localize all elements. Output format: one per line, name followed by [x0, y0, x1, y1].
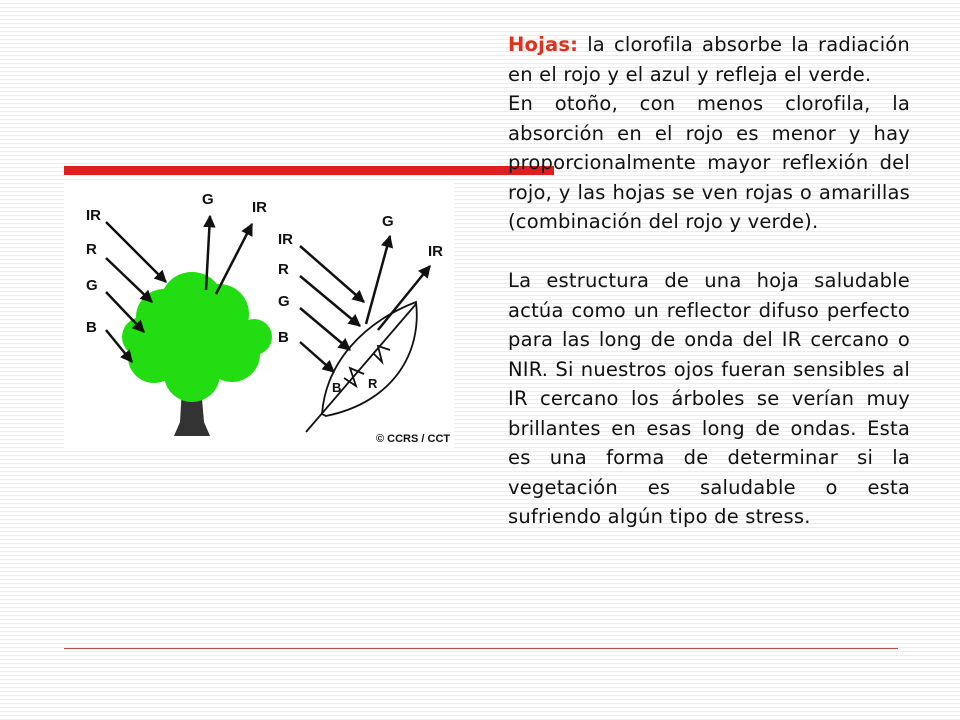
leaf-absorbed-b: B: [332, 380, 342, 395]
tree-label-b: B: [86, 319, 97, 336]
leaf-label-g-reflected: G: [382, 213, 394, 230]
footer-rule: [64, 648, 898, 649]
tree-label-r: R: [86, 241, 97, 258]
leaf-label-ir: IR: [278, 231, 293, 248]
term-hojas: Hojas:: [508, 33, 579, 56]
leaf-label-g: G: [278, 293, 290, 310]
title-accent-bar: [64, 166, 554, 175]
leaf-label-b: B: [278, 329, 289, 346]
paragraph-nir: La estructura de una hoja saludable actúa como un reflector difuso perfecto para las long de onda del IR cercano o NIR. Si nuestros ojos fueran sensibles al IR cercano los árboles se verían muy brillantes en esas long de ondas. Esta es una forma de determinar si la vegetación es saludable o esta sufriendo algún tipo de stress.: [508, 269, 910, 528]
leaf-label-ir-reflected: IR: [428, 243, 443, 260]
explanation-text: [508, 30, 910, 532]
tree-crown: [122, 272, 272, 402]
reflectance-diagram: [64, 182, 454, 450]
reflectance-figure: [64, 182, 454, 450]
tree-label-g-reflected: G: [202, 191, 214, 208]
paragraph-spacer: [508, 237, 910, 267]
tree-label-g: G: [86, 277, 98, 294]
leaf-reflected-arrows: [366, 236, 430, 330]
paragraph-autumn: En otoño, con menos clorofila, la absorción en el rojo es menor y hay proporcionalmente mayor reflexión del rojo, y las hojas se ven rojas o amarillas (combinación del rojo y verde).: [508, 92, 910, 233]
paragraph-leaves-body: la clorofila absorbe la radiación en el rojo y el azul y refleja el verde.: [508, 33, 910, 86]
tree-label-ir-reflected: IR: [252, 199, 267, 216]
tree-label-ir: IR: [86, 207, 101, 224]
leaf-absorbed-r: R: [368, 376, 378, 391]
leaf-label-r: R: [278, 261, 289, 278]
paragraph-leaves: [508, 30, 910, 89]
leaf-incoming-arrows: [300, 246, 364, 372]
leaf-shape: [306, 302, 417, 432]
figure-credit: © CCRS / CCT: [376, 433, 451, 445]
